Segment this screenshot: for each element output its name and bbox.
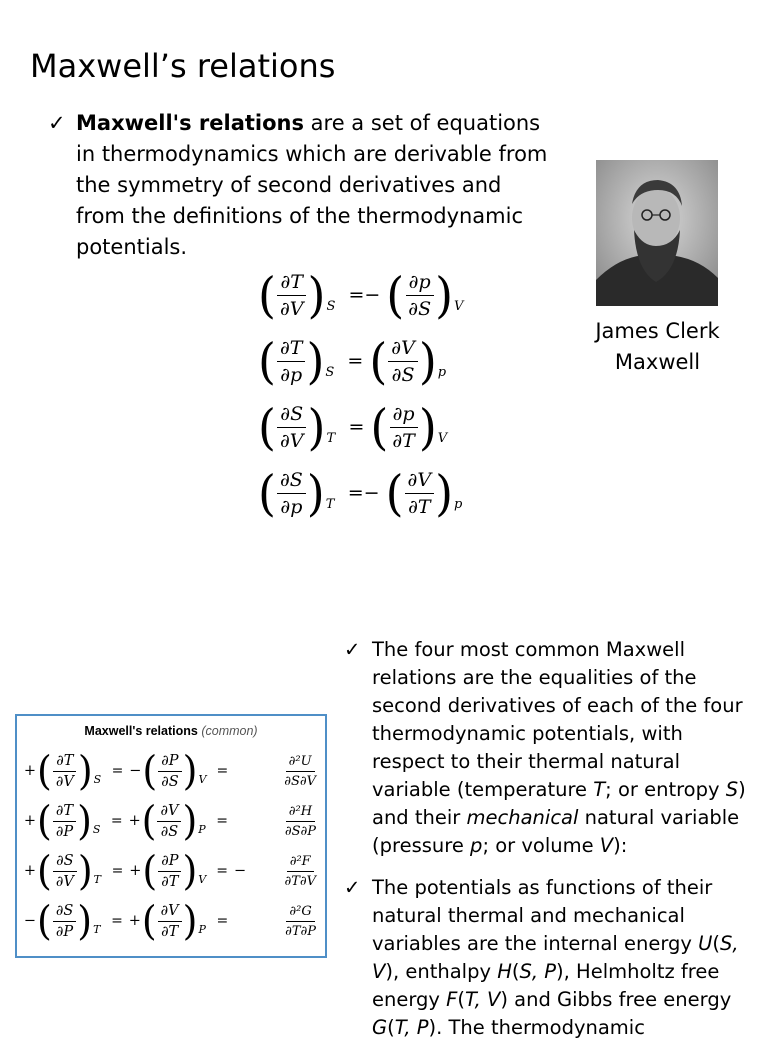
rhs-denominator: ∂T: [392, 429, 415, 452]
potentials-bullet: ✓ The potentials as functions of their natural thermal and mechanical variables are the internal energy U(S, V), enthalpy H(S, P), Helmholtz free energy F(T, V) and Gibbs free energy G(T, P). The thermodynamic: [344, 876, 739, 1039]
lhs-denominator: ∂p: [280, 495, 303, 518]
lhs-denominator: ∂V: [279, 429, 304, 452]
lhs-subscript: S: [326, 298, 336, 314]
rhs-denominator: ∂S: [408, 297, 432, 320]
table-row: − ( $\frac{\partial S}{\partial P}$ ) T = + ( $\frac{\partial V}{\partial T}$ ) P = $\frac{\text{∂²G}}{\partial T\partial P}$: [23, 897, 316, 945]
intro-text: are a set of equations in thermodynamics which are derivable from the symmetry of second derivatives and from the definitions of the thermodynamic potentials.: [76, 111, 548, 259]
equals-sign: =: [347, 350, 364, 372]
maxwell-equations: [258, 262, 470, 526]
maxwell-portrait: [596, 160, 718, 306]
portrait-caption: James Clerk Maxwell: [595, 319, 720, 374]
intro-bullet: [48, 108, 556, 263]
lhs-numerator: ∂T: [277, 271, 306, 296]
table-row: + ( $\frac{\partial T}{\partial V}$ ) S = − ( $\frac{\partial P}{\partial S}$ ) V = $\frac{\text{∂²U}}{\partial S\partial V}$: [23, 747, 316, 795]
equals-sign: =: [348, 416, 365, 438]
rhs-subscript: V: [437, 430, 448, 446]
check-icon: ✓: [344, 638, 361, 661]
equals-sign: =−: [347, 482, 380, 504]
lhs-denominator: ∂p: [280, 363, 303, 386]
lhs-numerator: ∂S: [277, 403, 306, 428]
rhs-numerator: ∂p: [406, 271, 434, 296]
equation-row: ( $\frac{\partial T}{\partial V}$ ) S =− ( $\frac{\partial p}{\partial S}$ ) V: [258, 262, 470, 328]
rhs-subscript: V: [454, 298, 464, 314]
rhs-subscript: p: [454, 496, 463, 512]
lhs-subscript: S: [325, 364, 335, 380]
lhs-numerator: ∂T: [277, 337, 306, 362]
figure-title: Maxwell's relations (common): [84, 724, 258, 738]
rhs-denominator: ∂S: [391, 363, 415, 386]
rhs-subscript: p: [437, 364, 447, 380]
rhs-numerator: ∂V: [388, 337, 418, 362]
rhs-denominator: ∂T: [408, 495, 431, 518]
check-icon: ✓: [48, 111, 66, 135]
lhs-numerator: ∂S: [277, 469, 306, 494]
lhs-denominator: ∂V: [279, 297, 304, 320]
common-relations-bullet: ✓ The four most common Maxwell relations are the equalities of the second derivatives of each of the four thermodynamic potentials, with respect to their thermal natural variable (temperature T; or entropy S) and their mechanical natural variable (pressure p; or volume V):: [344, 638, 746, 857]
intro-bold: Maxwell's relations: [76, 111, 304, 135]
rhs-numerator: ∂p: [390, 403, 418, 428]
relations-table-figure: [15, 714, 327, 958]
lhs-subscript: T: [326, 430, 336, 446]
lhs-subscript: T: [325, 496, 335, 512]
equation-row: ( $\frac{\partial S}{\partial V}$ ) T = ( $\frac{\partial p}{\partial T}$ ) V: [258, 394, 470, 460]
equation-row: ( $\frac{\partial T}{\partial p}$ ) S = ( $\frac{\partial V}{\partial S}$ ) p: [258, 328, 470, 394]
table-row: + ( $\frac{\partial S}{\partial V}$ ) T = + ( $\frac{\partial P}{\partial T}$ ) V = − $\frac{\text{∂²F}}{\partial T\partial V}$: [23, 847, 316, 895]
table-row: + ( $\frac{\partial T}{\partial P}$ ) S = + ( $\frac{\partial V}{\partial S}$ ) P = $\frac{\text{∂²H}}{\partial S\partial P}$: [23, 797, 316, 845]
equation-row: ( $\frac{\partial S}{\partial p}$ ) T =− ( $\frac{\partial V}{\partial T}$ ) p: [258, 460, 470, 526]
rhs-numerator: ∂V: [405, 469, 435, 494]
page-title: Maxwell’s relations: [30, 47, 336, 85]
equals-sign: =−: [348, 284, 381, 306]
check-icon: ✓: [344, 876, 361, 899]
